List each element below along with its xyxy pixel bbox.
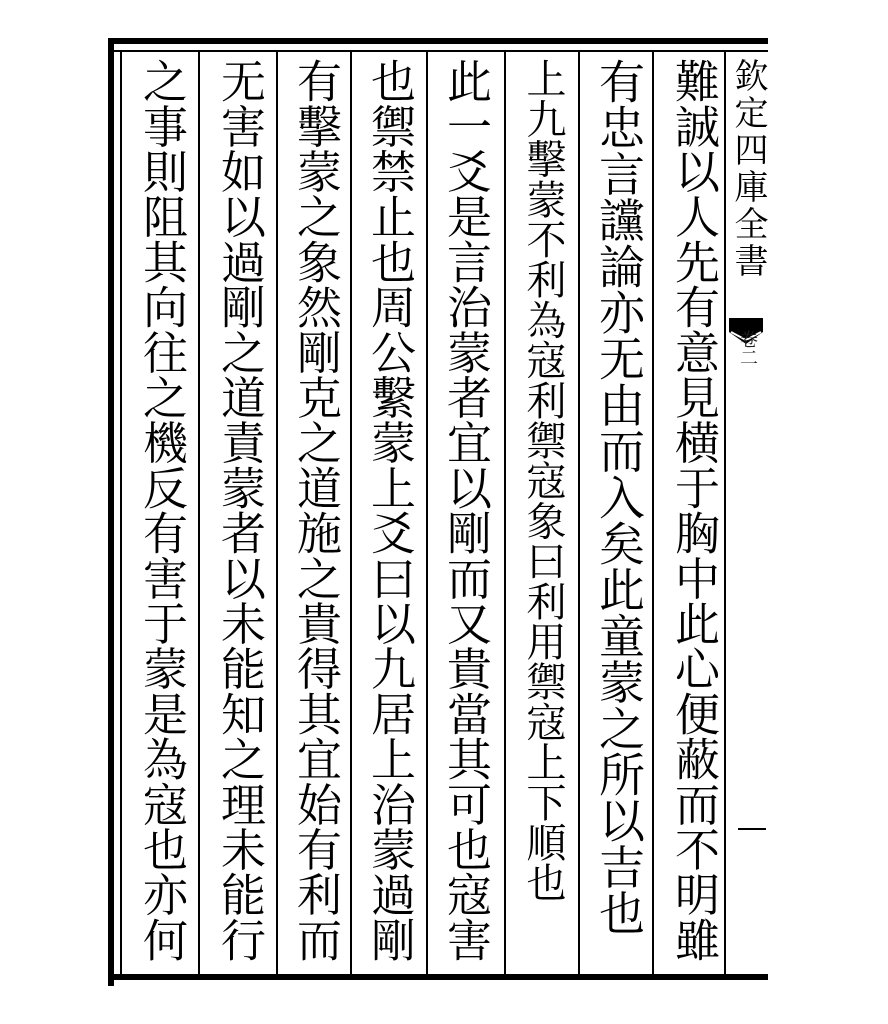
text-column-1: 難誠以人先有意見横于胸中此心便蔽而不明雖 bbox=[667, 58, 720, 962]
text-column-5: 也禦禁止也周公繫蒙上爻曰以九居上治蒙過剛 bbox=[363, 58, 416, 962]
text-column-6: 有擊蒙之象然剛克之道施之貴得其宜始有利而 bbox=[289, 58, 342, 962]
frame-top-border bbox=[108, 38, 768, 44]
column-divider bbox=[578, 52, 580, 974]
column-divider bbox=[276, 52, 278, 974]
text-column-2: 有忠言讜論亦无由而入矣此童蒙之所以吉也 bbox=[592, 58, 646, 936]
column-divider bbox=[504, 52, 506, 974]
text-column-8: 之事則阻其向往之機反有害于蒙是為寇也亦何 bbox=[135, 58, 188, 962]
frame-left-inner-line bbox=[120, 50, 122, 980]
column-divider bbox=[350, 52, 352, 974]
book-title: 欽定四庫全書 bbox=[728, 58, 768, 280]
volume-label: 卷二 bbox=[737, 330, 758, 366]
margin-tick-mark bbox=[738, 828, 766, 830]
column-divider bbox=[198, 52, 200, 974]
frame-top-inner-line bbox=[108, 50, 768, 52]
frame-bottom-border bbox=[108, 974, 768, 980]
text-column-3: 上九擊蒙不利為寇利禦寇象曰利用禦寇上下順也 bbox=[520, 58, 566, 903]
frame-left-border bbox=[108, 38, 114, 986]
text-column-7: 无害如以過剛之道責蒙者以未能知之理未能行 bbox=[213, 58, 266, 962]
column-divider bbox=[426, 52, 428, 974]
column-divider bbox=[652, 52, 654, 974]
text-column-4: 此一爻是言治蒙者宜以剛而又貴當其可也寇害 bbox=[439, 58, 492, 962]
column-divider bbox=[724, 52, 726, 974]
